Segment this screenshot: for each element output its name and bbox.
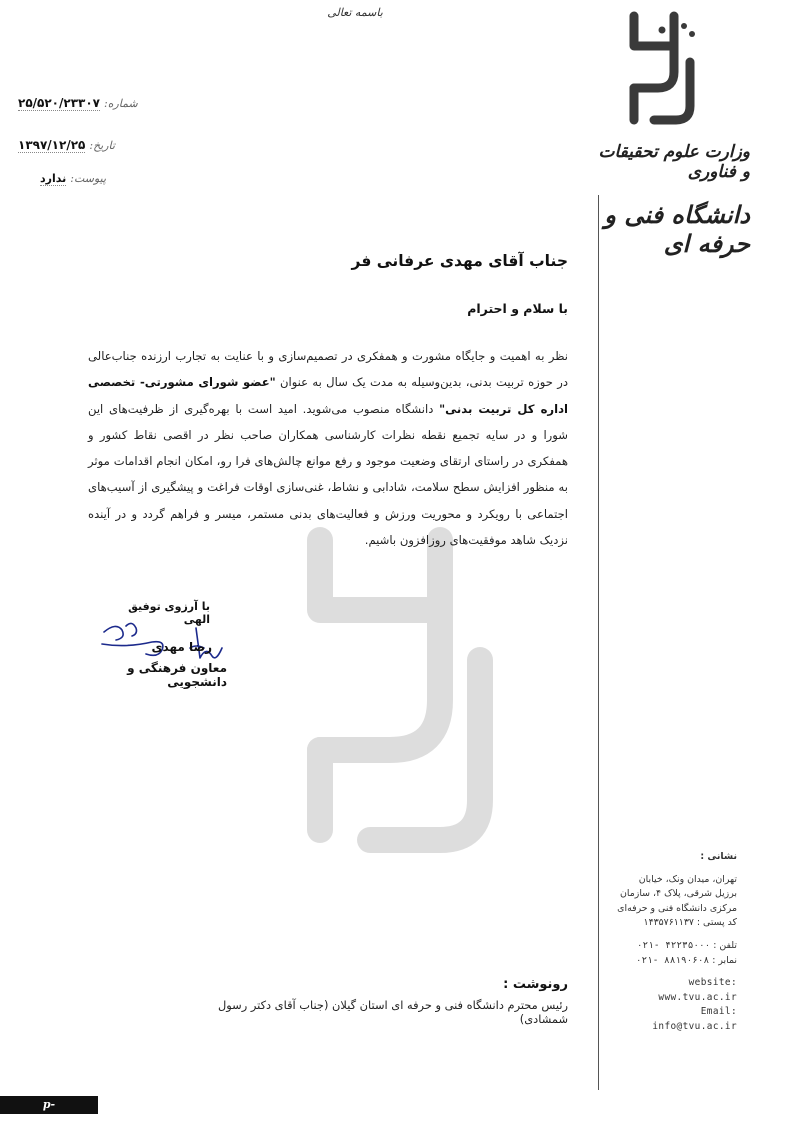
letter-body (88, 343, 568, 553)
address-line: برزیل شرقی، پلاک ۴، سازمان (620, 888, 737, 900)
letter-date-label: تاریخ: (89, 139, 115, 152)
postal-code-value: ۱۴۳۵۷۶۱۱۳۷ (643, 917, 694, 929)
body-text-part1: نظر به اهمیت و جایگاه مشورت و همفکری در تصمیم‌سازی و با عنایت به تجارب ارزنده جناب‌عالی در حوزه تربیت بدنی، بدین‌وسیله به مدت یک سال به عنوان (88, 349, 568, 390)
address-line: مرکزی دانشگاه فنی و حرفه‌ای (617, 902, 737, 914)
ministry-name: وزارت علوم تحقیقات و فناوری (598, 142, 750, 182)
email-link[interactable]: Email: info@tvu.ac.ir (652, 1006, 737, 1032)
letter-date-value: ۱۳۹۷/۱۲/۲۵ (18, 138, 86, 152)
phone-label: تلفن : (713, 939, 737, 951)
letter-number-label: شماره: (104, 97, 138, 110)
cc-title: رونوشت : (503, 977, 568, 992)
letter-number-value: ۲۵/۵۲۰/۲۳۳۰۷ (18, 96, 101, 110)
letter-number-row (18, 96, 138, 114)
letter-attachment-label: پیوست: (70, 172, 107, 185)
vertical-divider (598, 195, 599, 1090)
addressee: جناب آقای مهدی عرفانی فر (351, 252, 568, 270)
address-label: نشانی : (700, 851, 737, 862)
letter-attachment-value: ندارد (40, 172, 67, 185)
signer-title: معاون فرهنگی و دانشجویی (127, 661, 227, 689)
postal-code-label: کد پستی : (696, 917, 737, 929)
letter-body-paragraph (88, 343, 568, 553)
fax-label: نمابر : (712, 954, 737, 966)
letter-attachment-row (40, 172, 140, 190)
greeting: با سلام و احترام (467, 301, 568, 316)
address-line: تهران، میدان ونک، خیابان (638, 873, 737, 885)
fax-value: ۰۲۱- ۸۸۱۹۰۶۰۸ (635, 954, 710, 966)
phone-value: ۰۲۱- ۴۲۲۳۵۰۰۰ (636, 939, 711, 951)
fax-row (612, 954, 737, 969)
logo-watermark-icon (250, 500, 550, 860)
tvu-logo-icon (622, 8, 722, 128)
closing-phrase: با آرزوی توفیق الهی (128, 600, 210, 626)
phone-row (612, 939, 737, 954)
website-link[interactable]: website: www.tvu.ac.ir (658, 977, 737, 1003)
university-name: دانشگاه فنی و حرفه ای (604, 200, 750, 258)
body-position-title: "عضو شورای مشورتی- تخصصی اداره کل تربیت بدنی" (88, 375, 569, 416)
postal-code-row (612, 916, 737, 931)
basmala: باسمه تعالی (327, 6, 383, 19)
signer-name: رضا مهدی (151, 640, 212, 654)
letter-date-row (18, 138, 138, 156)
website-banner: p-rasht.tvu.ac.ir (0, 1096, 98, 1114)
cc-recipient: رئیس محترم دانشگاه فنی و حرفه ای استان گیلان (جناب آقای دکتر رسول شمشادی) (218, 998, 568, 1026)
body-text-part2: دانشگاه منصوب می‌شوید. امید است با بهره‌گیری از ظرفیت‌های این شورا و در سایه تجمیع نقطه نظرات کارشناسی همکاران صاحب نظر در اقصی نقاط کشور و همفکری در راستای ارتقای وضعیت موجود و رفع موانع چالش‌های فرا رو، امکان انجام اقدامات موثر به منظور افزایش سطح سلامت، شادابی و نشاط، غنی‌سازی اوقات فراغت و پیشگیری از آسیب‌های اجتماعی با رویکرد و محوریت ورزش و فعالیت‌های بدنی مستمر، میسر و فراهم گردد و در آینده نزدیک شاهد موفقیت‌های روزافزون باشیم. (88, 401, 568, 548)
address-block (612, 850, 737, 1035)
